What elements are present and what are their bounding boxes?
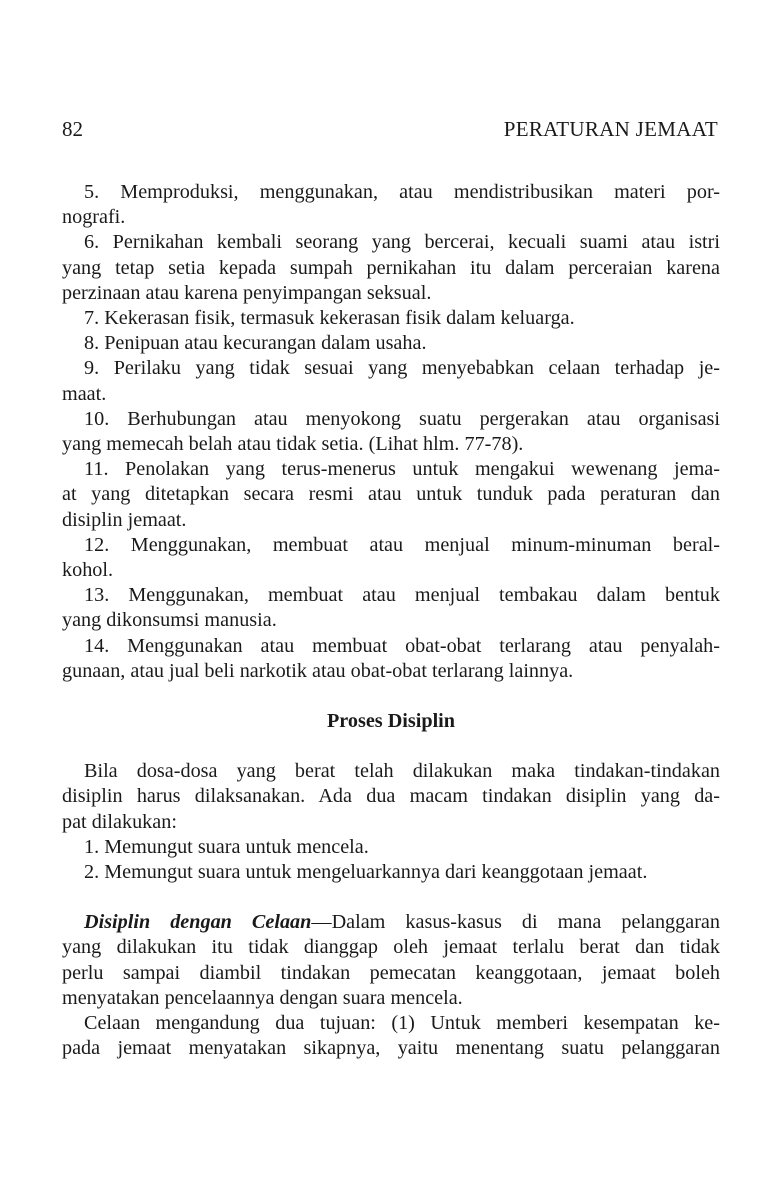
page-header	[62, 117, 718, 147]
list-item-line: maat.	[62, 382, 107, 405]
spacer	[62, 734, 720, 759]
page-number: 82	[62, 117, 83, 141]
list-item-line: 9. Perilaku yang tidak sesuai yang menyebabkan celaan terhadap je-	[84, 357, 720, 380]
list-item-line: 5. Memproduksi, menggunakan, atau mendistribusikan materi por-	[84, 181, 720, 203]
list-item-line: at yang ditetapkan secara resmi atau untuk tunduk pada peraturan dan	[62, 483, 720, 506]
list-item-line: 14. Menggunakan atau membuat obat-obat terlarang atau penyalah-	[84, 634, 720, 657]
section-heading: Proses Disiplin	[326, 710, 456, 733]
paragraph-line: Celaan mengandung dua tujuan: (1) Untuk memberi kesempatan ke-	[84, 1012, 720, 1035]
paragraph-line: pat dilakukan:	[62, 810, 177, 833]
page-body	[62, 180, 720, 1062]
list-item-line: 13. Menggunakan, membuat atau menjual tembakau dalam bentuk	[84, 584, 720, 607]
list-item-line: kohol.	[62, 559, 114, 582]
list-item-line: disiplin jemaat.	[62, 508, 187, 531]
list-item-line: perzinaan atau karena penyimpangan seksual.	[62, 281, 432, 304]
paragraph-line: Bila dosa-dosa yang berat telah dilakukan maka tindakan-tindakan	[84, 760, 720, 783]
spacer	[62, 684, 720, 709]
spacer	[62, 885, 720, 910]
paragraph-line: pada jemaat menyatakan sikapnya, yaitu menentang suatu pelanggaran	[62, 1037, 720, 1060]
list-item-line: 7. Kekerasan fisik, termasuk kekerasan fisik dalam keluarga.	[84, 307, 575, 330]
paragraph-line: disiplin harus dilaksanakan. Ada dua macam tindakan disiplin yang da-	[62, 785, 720, 808]
run-in-heading: Disiplin dengan Celaan	[84, 911, 312, 934]
paragraph-line: yang dilakukan itu tidak dianggap oleh jemaat terlalu berat dan tidak	[62, 936, 720, 959]
paragraph-text: —Dalam kasus-kasus di mana pelanggaran	[311, 911, 720, 934]
paragraph-line: menyatakan pencelaannya dengan suara mencela.	[62, 986, 463, 1009]
paragraph-line: perlu sampai diambil tindakan pemecatan keanggotaan, jemaat boleh	[62, 961, 720, 984]
running-head: PERATURAN JEMAAT	[503, 117, 718, 141]
list-item-line: gunaan, atau jual beli narkotik atau obat-obat terlarang lainnya.	[62, 659, 574, 682]
list-item-line: nografi.	[62, 206, 126, 229]
list-item-line: 6. Pernikahan kembali seorang yang bercerai, kecuali suami atau istri	[84, 231, 720, 254]
list-item-line: yang memecah belah atau tidak setia. (Lihat hlm. 77-78).	[62, 433, 524, 456]
list-item-line: yang dikonsumsi manusia.	[62, 609, 277, 632]
list-item-line: 11. Penolakan yang terus-menerus untuk mengakui wewenang jema-	[84, 458, 720, 481]
list-item-line: 10. Berhubungan atau menyokong suatu pergerakan atau organisasi	[84, 407, 720, 430]
paragraph-line	[62, 910, 720, 935]
list-item-line: yang tetap setia kepada sumpah pernikahan itu dalam perceraian karena	[62, 256, 720, 279]
list-item-line: 12. Menggunakan, membuat atau menjual minum-minuman beral-	[84, 533, 720, 556]
list-item-line: 8. Penipuan atau kecurangan dalam usaha.	[84, 332, 427, 355]
list-item-line: 1. Memungut suara untuk mencela.	[84, 835, 369, 858]
list-item-line: 2. Memungut suara untuk mengeluarkannya dari keanggotaan jemaat.	[84, 861, 648, 884]
